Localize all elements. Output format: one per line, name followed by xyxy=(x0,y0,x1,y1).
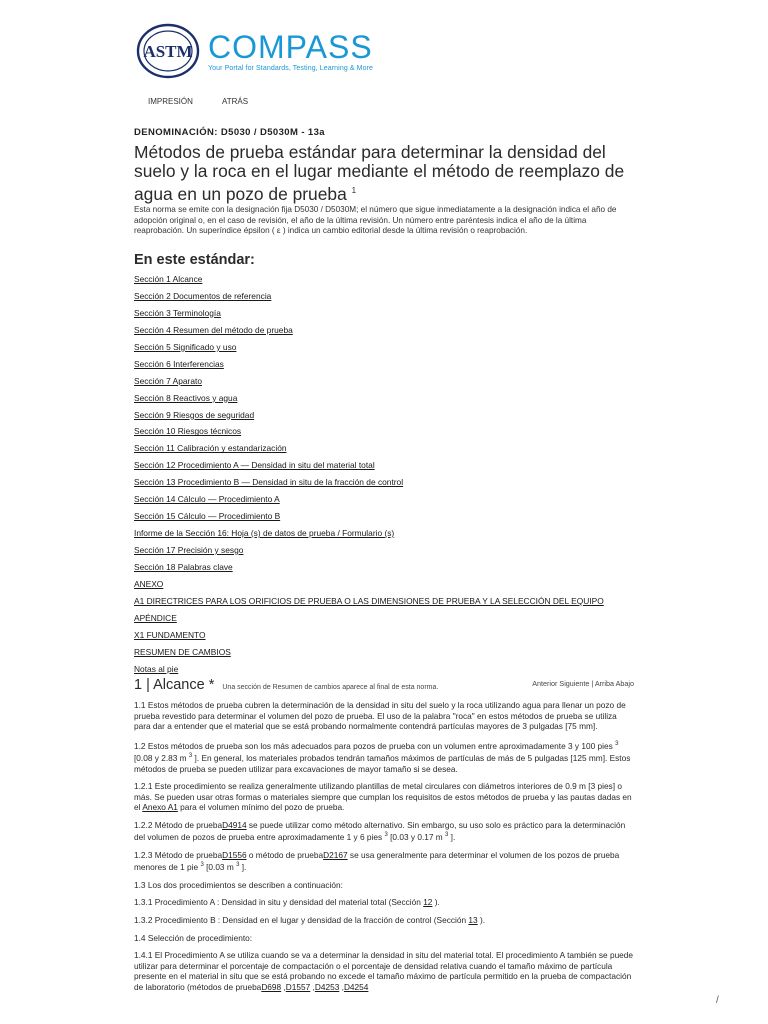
section-1-header xyxy=(134,677,634,693)
toc-item xyxy=(134,528,654,545)
toc-link[interactable]: Sección 9 Riesgos de seguridad xyxy=(134,409,255,420)
toc-item xyxy=(134,647,654,664)
compass-brand xyxy=(208,30,373,72)
paragraph-1-3-1: 1.3.1 Procedimiento A : Densidad in situ y densidad del material total (Sección 12 ). xyxy=(134,897,440,908)
toc-link[interactable]: Sección 17 Precisión y sesgo xyxy=(134,545,244,555)
paragraph-1-2-3: 1.2.3 Método de pruebaD1556 o método de pruebaD2167 se usa generalmente para determinar el volumen de los pozos de prueba menores de 1 pie $^3$ [0.03 m $^3$ ]. xyxy=(134,849,620,873)
toc-link[interactable]: Notas al pie xyxy=(134,663,179,674)
toc-item xyxy=(134,579,654,596)
toc-link[interactable]: Sección 5 Significado y uso xyxy=(134,341,237,352)
d1556-link[interactable]: D1556 xyxy=(222,849,247,860)
toc-item xyxy=(134,460,654,477)
toc-link[interactable]: Sección 6 Interferencias xyxy=(134,358,224,369)
paragraph-1-2-1: 1.2.1 Este procedimiento se realiza generalmente utilizando plantillas de metal circulares con diámetros interiores de 0.9 m [3 pies] o más. Se pueden usar otras formas o materiales siempre que cumplan los requisitos de estos métodos de prueba y las pautas dadas en el Anexo A1 para el volumen mínimo del pozo de prueba. xyxy=(134,781,632,813)
superscript: 3 xyxy=(188,753,193,760)
paragraph-1-2-2: 1.2.2 Método de pruebaD4914 se puede utilizar como método alternativo. Sin embargo, su uso solo es práctico para la determinación del volumen de pozos de prueba entre aproximadamente 1 y 6 pies $^3$ [0.03 y 0.17 m $^3$ ]. xyxy=(134,819,626,843)
toc-link[interactable]: Sección 15 Cálculo — Procedimiento B xyxy=(134,511,281,522)
toc-item xyxy=(134,596,654,613)
d4914-link[interactable]: D4914 xyxy=(222,819,247,830)
toc-link[interactable]: Sección 10 Riesgos técnicos xyxy=(134,426,242,437)
toc-link[interactable]: Sección 1 Alcance xyxy=(134,274,203,284)
toc-heading: En este estándar: xyxy=(134,252,255,268)
superscript: 3 xyxy=(445,832,449,839)
toc-link[interactable]: Sección 14 Cálculo — Procedimiento A xyxy=(134,494,280,505)
toc-item xyxy=(134,359,654,376)
section-1-title xyxy=(134,677,214,693)
toc-item xyxy=(134,274,654,291)
toc-item xyxy=(134,630,654,647)
toc-link[interactable]: Sección 12 Procedimiento A — Densidad in situ del material total xyxy=(134,460,375,471)
toc-link[interactable]: Sección 18 Palabras clave xyxy=(134,561,233,572)
intro-paragraph: Esta norma se emite con la designación fija D5030 / D5030M; el número que sigue inmediatamente a la designación indica el año de adopción original o, en el caso de revisión, el año de la última revisión. Un número entre paréntesis indica el año de la última reaprobación. Un superíndice épsilon ( ε ) indica un cambio editorial desde la última revisión o reaprobación. xyxy=(134,205,617,236)
toc-item xyxy=(134,393,654,410)
toc-item xyxy=(134,545,654,562)
superscript: 3 xyxy=(384,832,388,839)
paragraph-1-4-1: 1.4.1 El Procedimiento A se utiliza cuando se va a determinar la densidad in situ del material total. El procedimiento A también se puede utilizar para determinar el porcentaje de compactación o el porcentaje de densidad relativa cuando el tamaño máximo de partícula presente en el material in situ que se está probando no excede el tamaño máximo de partícula permitido en la prueba de compactación de laboratorio (métodos de pruebaD698 ,D1557 ,D4253 ,D4254 xyxy=(134,950,634,992)
toc-link[interactable]: Sección 4 Resumen del método de prueba xyxy=(134,324,293,335)
toc-item xyxy=(134,308,654,325)
d4254-link[interactable]: D4254 xyxy=(343,981,369,992)
section-1-note: Una sección de Resumen de cambios aparece al final de esta norma. xyxy=(222,684,439,691)
toc-link[interactable]: Sección 11 Calibración y estandarización xyxy=(134,443,287,454)
toc-item xyxy=(134,613,654,630)
annex-a1-link[interactable]: Anexo A1 xyxy=(142,802,178,813)
toc-link[interactable]: Sección 3 Terminología xyxy=(134,307,221,318)
toc-item xyxy=(134,426,654,443)
toc-item xyxy=(134,291,654,308)
paragraph-1-3: 1.3 Los dos procedimientos se describen a continuación: xyxy=(134,879,343,890)
astm-seal-icon xyxy=(134,22,202,80)
d698-link[interactable]: D698 xyxy=(261,981,282,992)
toc-link[interactable]: RESUMEN DE CAMBIOS xyxy=(134,646,231,657)
corner-mark: / xyxy=(716,995,719,1006)
paragraph-1-1: 1.1 Estos métodos de prueba cubren la determinación de la densidad in situ del suelo y la roca utilizando agua para llenar un pozo de prueba revestido para determinar el volumen del pozo de prueba. El uso de la palabra "roca" en estos métodos de prueba se utiliza para dar a entender que el material que se está probando normalmente contendrá partículas mayores de 3 pulgadas [75 mm]. xyxy=(134,700,626,732)
toc-item xyxy=(134,494,654,511)
paragraph-1-3-2: 1.3.2 Procedimiento B : Densidad en el lugar y densidad de la fracción de control (Sección 13 ). xyxy=(134,914,486,925)
toc-item xyxy=(134,325,654,342)
compass-title: COMPASS xyxy=(208,29,373,65)
title-footnote[interactable]: 1 xyxy=(351,186,357,195)
toc-link[interactable]: APÉNDICE xyxy=(134,612,177,623)
toc-item xyxy=(134,342,654,359)
designation: DENOMINACIÓN: D5030 / D5030M - 13a xyxy=(134,127,325,138)
section-13-link[interactable]: 13 xyxy=(468,914,478,925)
section-1-title-text: 1 | Alcance xyxy=(134,677,205,693)
back-link[interactable]: ATRÁS xyxy=(222,97,249,106)
d4253-link[interactable]: D4253 xyxy=(314,981,340,992)
toc-link[interactable]: Sección 7 Aparato xyxy=(134,375,202,386)
d1557-link[interactable]: D1557 xyxy=(285,981,311,992)
toc-item xyxy=(134,477,654,494)
top-nav xyxy=(148,97,248,106)
superscript: 3 xyxy=(236,862,240,869)
astm-compass-logo[interactable] xyxy=(134,22,373,80)
page-title xyxy=(134,143,634,204)
section-1-star[interactable]: * xyxy=(208,677,215,693)
toc-list xyxy=(134,274,654,681)
section-nav[interactable]: Anterior Siguiente | Arriba Abajo xyxy=(532,679,634,688)
toc-link[interactable]: Sección 2 Documentos de referencia xyxy=(134,290,272,301)
toc-item xyxy=(134,376,654,393)
astm-seal-text: ASTM xyxy=(143,42,193,61)
toc-link[interactable]: Sección 8 Reactivos y agua xyxy=(134,392,238,403)
print-link[interactable]: IMPRESIÓN xyxy=(148,97,193,106)
compass-tagline: Your Portal for Standards, Testing, Learning & More xyxy=(208,65,374,72)
toc-link[interactable]: ANEXO xyxy=(134,578,164,589)
section-12-link[interactable]: 12 xyxy=(423,897,433,908)
toc-item xyxy=(134,511,654,528)
paragraph-1-4: 1.4 Selección de procedimiento: xyxy=(134,932,253,943)
d2167-link[interactable]: D2167 xyxy=(323,849,348,860)
toc-item xyxy=(134,410,654,427)
toc-link[interactable]: Informe de la Sección 16: Hoja (s) de datos de prueba / Formulario (s) xyxy=(134,528,395,539)
title-text: Métodos de prueba estándar para determinar la densidad del suelo y la roca en el lugar mediante el método de reemplazo de agua en un pozo de prueba xyxy=(134,142,625,204)
toc-link[interactable]: Sección 13 Procedimiento B — Densidad in situ de la fracción de control xyxy=(134,477,404,488)
toc-link[interactable]: X1 FUNDAMENTO xyxy=(134,629,206,640)
toc-link[interactable]: A1 DIRECTRICES PARA LOS ORIFICIOS DE PRUEBA O LAS DIMENSIONES DE PRUEBA Y LA SELECCIÓN DEL EQUIPO xyxy=(134,595,604,606)
toc-item xyxy=(134,443,654,460)
toc-item xyxy=(134,562,654,579)
superscript: 3 xyxy=(615,740,619,747)
superscript: 3 xyxy=(200,862,204,869)
paragraph-1-2: 1.2 Estos métodos de prueba son los más adecuados para pozos de prueba con un volumen entre aproximadamente 3 y 100 pies $^3$ [0.08 y 2.83 m $^3$ ]. En general, los materiales probados tendrán tamaños máximos de partículas de más de 5 pulgadas [125 mm]. Estos métodos de prueba se pueden utilizar para excavaciones de mayor tamaño si se desea. xyxy=(134,740,631,774)
section-1-body xyxy=(134,700,634,1000)
